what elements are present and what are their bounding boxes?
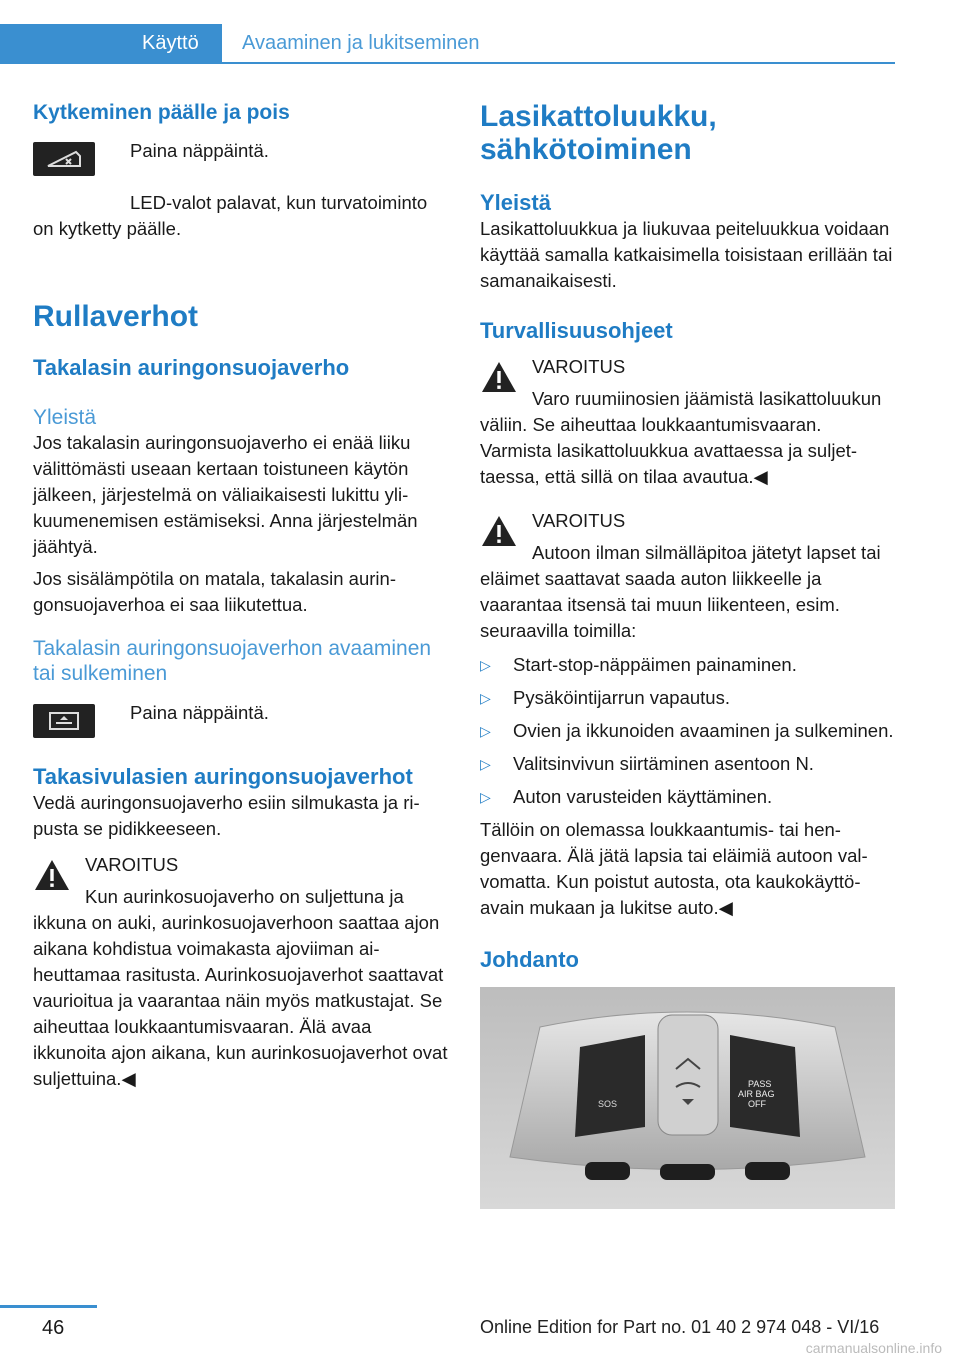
section-label: Käyttö [142, 32, 199, 54]
sos-label: SOS [598, 1099, 618, 1109]
after-list-paragraph: Tällöin on olemassa loukkaantumis- tai hengenvaara. Älä jätä lapsia tai eläimiä autoon valvomatta. Kun poistut autosta, ota kaukokäyttöavain mukaan ja lukitse auto.◀ [480, 819, 868, 918]
kytkeminen-led-text: LED-valot palavat, kun turvatoiminto on kytketty päälle. [33, 192, 428, 239]
page-number: 46 [42, 1317, 65, 1339]
warning-icon [480, 514, 518, 548]
edition-label: Online Edition for Part no. 01 40 2 974 048 - VI/16 [480, 1317, 880, 1337]
triangle-bullet-icon: ▷ [480, 690, 491, 706]
footer-divider [0, 1305, 97, 1308]
airbag-label-3: OFF [748, 1099, 766, 1109]
lasikatto-heading: Lasikattoluukku, sähkötoiminen [480, 100, 717, 166]
sivulasien-heading: Takasivulasien auringonsuojaverhot [33, 764, 413, 789]
kytkeminen-press: Paina näppäintä. [130, 140, 269, 161]
list-item-text: Ovien ja ikkunoiden avaaminen ja sulkeminen. [513, 720, 894, 741]
warning-label: VAROITUS [532, 510, 626, 531]
warning-text-left: Kun aurinkosuojaverho on suljettuna ja ikkuna on auki, aurinkosuojaverhoon saattaa ajon aikana kohdistua voimakasta ajoviiman aiheuttamaa rasitusta. Aurinkosuojaverhot saattavat vaurioitua ja vaarantaa näin myös matkustajat. Se aiheuttaa loukkaantumisvaaran. Älä avaa ikkunoita ajon aikana, kun aurinkosuojaverhot ovat suljettuina.◀ [33, 886, 448, 1089]
yleista-paragraph-2: Jos sisälämpötila on matala, takalasin auringonsuojaverhoa ei saa liikutettua. [33, 568, 396, 615]
warning-text-1: Varo ruumiinosien jäämistä lasikattoluukun väliin. Se aiheuttaa loukkaantumisvaaran. Varmista lasikattoluukkua avattaessa ja suljettaessa, että sillä on tilaa avautua.◀ [480, 388, 882, 487]
kytkeminen-key-row [33, 138, 448, 184]
watermark: carmanualsonline.info [805, 1340, 942, 1356]
list-item [480, 685, 895, 711]
triangle-bullet-icon: ▷ [480, 657, 491, 673]
triangle-bullet-icon: ▷ [480, 756, 491, 772]
airbag-label-1: PASS [748, 1079, 772, 1089]
airbag-label-2: AIR BAG [738, 1089, 775, 1099]
right-column [480, 100, 895, 1209]
warning-label: VAROITUS [85, 854, 179, 875]
yleista-paragraph-1: Jos takalasin auringonsuojaverho ei enää liiku välittömästi useaan kertaan toistuneen käytön jälkeen, järjestelmä on väliaikaisesti lukittu ylikuumenemisen estämiseksi. Anna järjestelmän jäähtyä. [33, 432, 418, 557]
action-list [480, 652, 895, 810]
triangle-bullet-icon: ▷ [480, 723, 491, 739]
sivulasien-paragraph: Vedä auringonsuojaverho esiin silmukasta ja ripusta se pidikkeeseen. [33, 792, 420, 839]
overhead-console-photo [480, 987, 895, 1209]
turvallisuus-heading: Turvallisuusohjeet [480, 318, 673, 343]
takalasin-heading: Takalasin auringonsuojaverho [33, 355, 350, 380]
list-item-text: Pysäköintijarrun vapautus. [513, 687, 730, 708]
list-item [480, 751, 895, 777]
header-bar [0, 24, 895, 64]
list-item-text: Start-stop-näppäimen painaminen. [513, 654, 797, 675]
list-item-text: Auton varusteiden käyttäminen. [513, 786, 773, 807]
kytkeminen-heading: Kytkeminen päälle ja pois [33, 101, 290, 124]
warning-icon [33, 858, 71, 892]
list-item [480, 652, 895, 678]
triangle-bullet-icon: ▷ [480, 789, 491, 805]
avaaminen-key-row [33, 700, 448, 746]
warning-block-1 [480, 354, 895, 380]
list-item [480, 718, 895, 744]
warning-block-left [33, 852, 448, 878]
breadcrumb[interactable]: Avaaminen ja lukitseminen [242, 32, 480, 54]
avaaminen-press: Paina näppäintä. [130, 702, 269, 723]
sunblind-key-icon [33, 704, 95, 738]
yleista-heading-right: Yleistä [480, 190, 551, 215]
rullaverhot-heading: Rullaverhot [33, 300, 199, 333]
section-tab[interactable] [0, 24, 222, 62]
list-item [480, 784, 895, 810]
console-illustration [480, 987, 895, 1209]
list-item-text: Valitsinvivun siirtäminen asentoon N. [513, 753, 814, 774]
left-column [33, 100, 448, 1092]
alarm-key-icon [33, 142, 95, 176]
avaaminen-heading: Takalasin auringonsuojaverhon avaaminen tai sulkeminen [33, 637, 432, 685]
warning-label: VAROITUS [532, 356, 626, 377]
warning-block-2 [480, 508, 895, 534]
yleista-paragraph-right: Lasikattoluukkua ja liukuvaa peiteluukkua voidaan käyttää samalla katkaisimella toisistaan erillään tai samanaikaisesti. [480, 218, 893, 291]
johdanto-heading: Johdanto [480, 947, 579, 972]
yleista-heading-left: Yleistä [33, 406, 97, 429]
warning-text-2: Autoon ilman silmälläpitoa jätetyt lapset tai eläimet saattavat saada auton liikkeelle ja vaarantaa itsensä tai muun liikenteen, esim. seuraavilla toimilla: [480, 542, 881, 641]
warning-icon [480, 360, 518, 394]
